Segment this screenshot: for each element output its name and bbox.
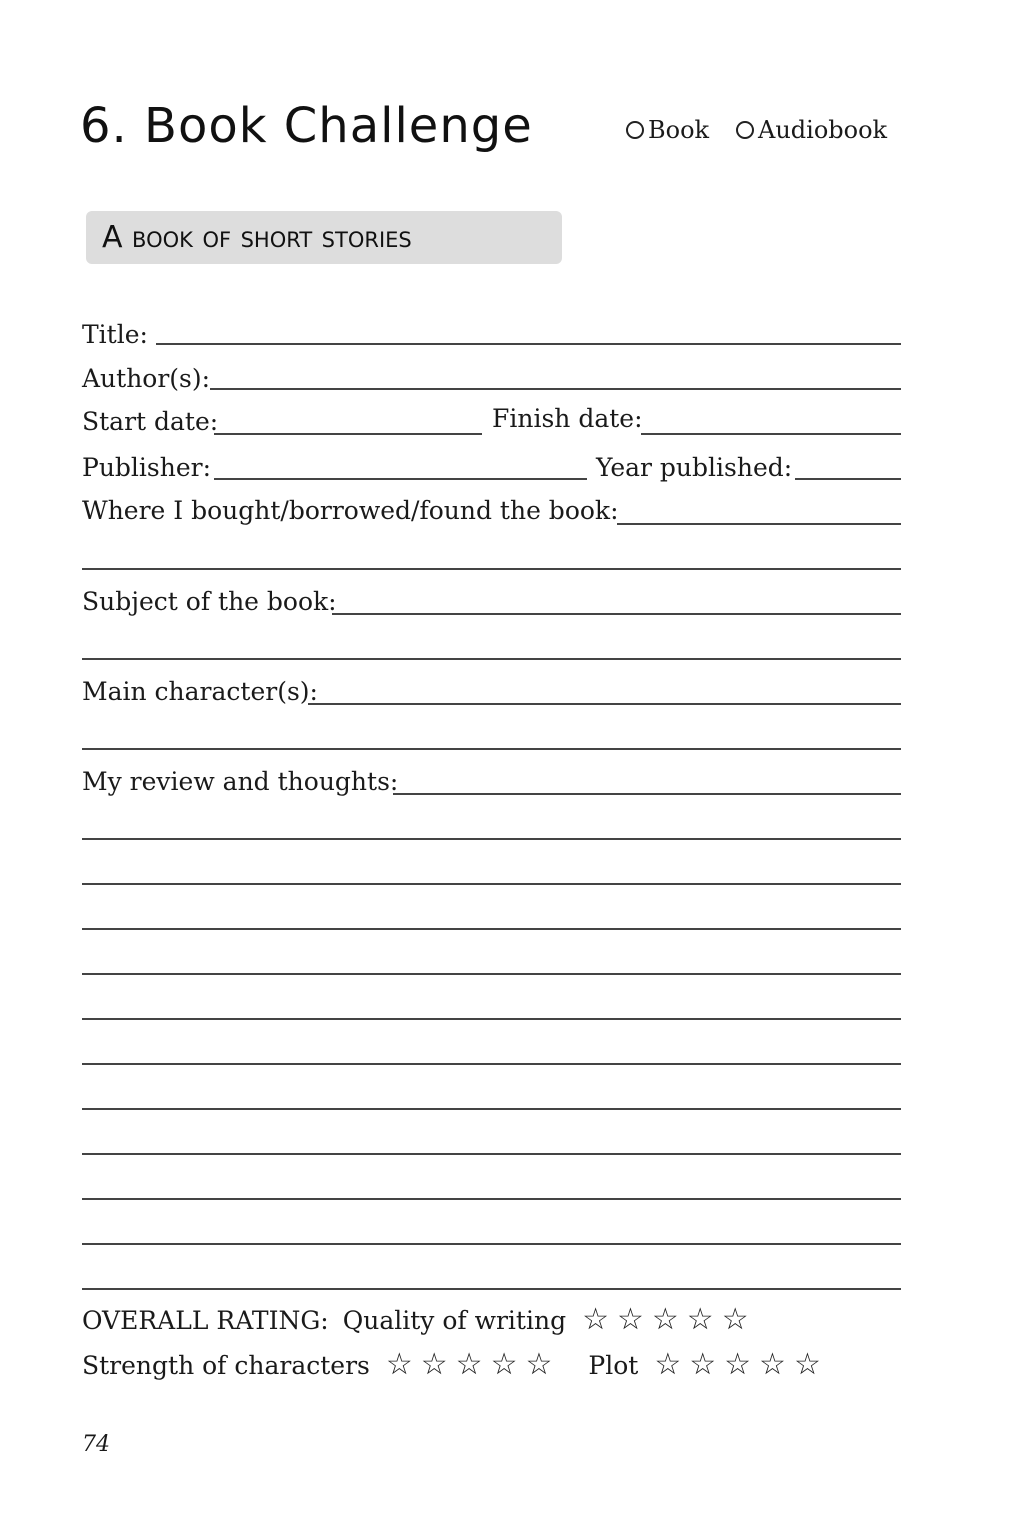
star-icon[interactable]: ☆ [582, 1302, 609, 1337]
review-line[interactable] [393, 793, 901, 795]
review-label: My review and thoughts: [82, 767, 399, 796]
star-icon[interactable]: ☆ [385, 1347, 413, 1382]
page-number: 74 [82, 1432, 110, 1457]
review-line[interactable] [82, 1288, 901, 1290]
year-published-line[interactable] [795, 478, 901, 480]
publisher-label: Publisher: [82, 453, 212, 482]
quality-of-writing-stars [582, 1302, 757, 1337]
review-line[interactable] [82, 1018, 901, 1020]
authors-line[interactable] [210, 388, 901, 390]
star-icon[interactable]: ☆ [651, 1302, 679, 1337]
audiobook-radio-icon[interactable] [736, 121, 754, 139]
challenge-badge [86, 211, 562, 264]
book-radio-icon[interactable] [626, 121, 644, 139]
overall-rating-row [82, 1302, 757, 1337]
plot-stars [654, 1347, 829, 1382]
review-line[interactable] [82, 973, 901, 975]
publisher-line[interactable] [214, 478, 587, 480]
finish-date-line[interactable] [641, 433, 901, 435]
where-found-label: Where I bought/borrowed/found the book: [82, 496, 619, 525]
star-icon[interactable]: ☆ [759, 1347, 786, 1382]
authors-label: Author(s): [82, 364, 211, 393]
star-icon[interactable]: ☆ [490, 1347, 518, 1382]
main-characters-line[interactable] [308, 703, 901, 705]
start-date-label: Start date: [82, 407, 219, 436]
title-line[interactable] [156, 343, 901, 345]
format-option-audiobook-label: Audiobook [758, 116, 888, 144]
plot-label: Plot [588, 1350, 639, 1380]
where-found-line[interactable] [617, 523, 901, 525]
subject-line-2[interactable] [82, 658, 901, 660]
challenge-prompt: A book of short stories [102, 220, 412, 255]
star-icon[interactable]: ☆ [654, 1347, 682, 1382]
finish-date-label: Finish date: [492, 404, 643, 433]
characters-plot-rating-row [82, 1347, 829, 1382]
review-line[interactable] [82, 1198, 901, 1200]
review-line[interactable] [82, 838, 901, 840]
star-icon[interactable]: ☆ [525, 1347, 553, 1382]
star-icon[interactable]: ☆ [616, 1302, 644, 1337]
star-icon[interactable]: ☆ [420, 1347, 448, 1382]
title-label: Title: [82, 320, 148, 349]
main-characters-label: Main character(s): [82, 677, 318, 706]
review-line[interactable] [82, 1108, 901, 1110]
star-icon[interactable]: ☆ [793, 1347, 821, 1382]
strength-of-characters-label: Strength of characters [82, 1350, 370, 1380]
star-icon[interactable]: ☆ [686, 1302, 714, 1337]
strength-of-characters-stars [385, 1347, 561, 1382]
subject-label: Subject of the book: [82, 587, 337, 616]
review-line[interactable] [82, 883, 901, 885]
star-icon[interactable]: ☆ [455, 1347, 483, 1382]
year-published-label: Year published: [596, 453, 793, 482]
main-characters-line-2[interactable] [82, 748, 901, 750]
quality-of-writing-label: Quality of writing [342, 1305, 567, 1335]
star-icon[interactable]: ☆ [724, 1347, 752, 1382]
review-line[interactable] [82, 928, 901, 930]
page-title: 6. Book Challenge [80, 98, 533, 154]
review-line[interactable] [82, 1153, 901, 1155]
overall-rating-label: OVERALL RATING: [82, 1305, 329, 1335]
start-date-line[interactable] [214, 433, 482, 435]
star-icon[interactable]: ☆ [721, 1302, 749, 1337]
format-option-book[interactable] [626, 116, 709, 144]
star-icon[interactable]: ☆ [689, 1347, 717, 1382]
format-option-audiobook[interactable] [736, 116, 887, 144]
where-found-line-2[interactable] [82, 568, 901, 570]
review-line[interactable] [82, 1063, 901, 1065]
review-line[interactable] [82, 1243, 901, 1245]
subject-line[interactable] [332, 613, 901, 615]
format-option-book-label: Book [648, 116, 710, 144]
